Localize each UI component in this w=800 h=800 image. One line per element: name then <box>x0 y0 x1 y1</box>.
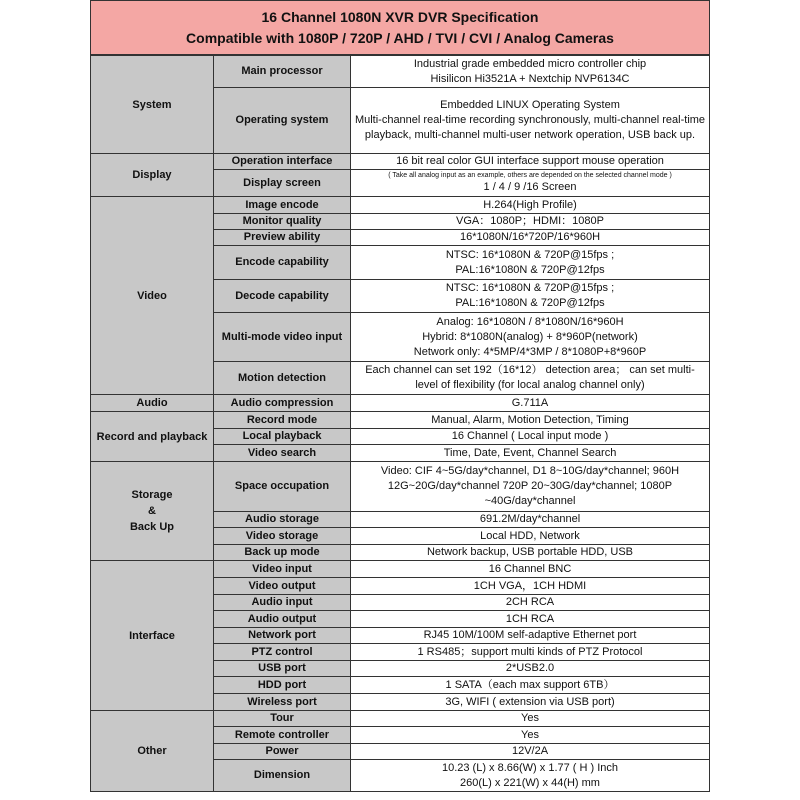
feature-back-up-mode: Back up mode <box>214 545 351 561</box>
value-line: 2*USB2.0 <box>505 662 555 674</box>
category-label: Video <box>137 289 167 302</box>
category-label: Storage <box>131 489 173 501</box>
feature-local-playback: Local playback <box>214 429 351 445</box>
value-line: 12V/2A <box>511 745 549 757</box>
value-line: 10.23 (L) x 8.66(W) x 1.77 ( H ) Inch <box>441 761 619 774</box>
value-line: 1CH VGA，1CH HDMI <box>473 579 587 592</box>
value-line: NTSC: 16*1080N & 720P@15fps ; <box>445 282 615 294</box>
value-line: VGA：1080P；HDMI：1080P <box>456 215 604 227</box>
feature-tour: Tour <box>214 711 351 727</box>
value-cell <box>351 578 710 595</box>
value-cell <box>351 694 710 711</box>
feature-wireless-port: Wireless port <box>214 694 351 711</box>
value-line: 1 RS485；support multi kinds of PTZ Protocol <box>417 645 643 658</box>
value-cell <box>351 280 710 313</box>
feature-ptz-control: PTZ control <box>214 644 351 661</box>
value-cell <box>351 170 710 197</box>
value-cell <box>351 628 710 644</box>
value-cell <box>351 246 710 280</box>
value-cell <box>351 661 710 677</box>
feature-video-input: Video input <box>214 561 351 578</box>
feature-dimension: Dimension <box>214 760 351 792</box>
feature-operation-interface: Operation interface <box>214 154 351 170</box>
category-cell <box>91 197 214 395</box>
title-line-2: Compatible with 1080P / 720P / AHD / TVI / CVI / Analog Cameras <box>186 29 614 46</box>
spec-row <box>91 56 710 88</box>
title-line-1: 16 Channel 1080N XVR DVR Specification <box>261 8 539 25</box>
value-line: Time, Date, Event, Channel Search <box>443 446 617 459</box>
spec-sheet <box>90 0 710 792</box>
feature-main-processor: Main processor <box>214 56 351 88</box>
value-cell <box>351 744 710 760</box>
feature-video-search: Video search <box>214 445 351 462</box>
feature-operating-system: Operating system <box>214 88 351 154</box>
category-cell <box>91 56 214 154</box>
value-cell <box>351 313 710 362</box>
feature-video-output: Video output <box>214 578 351 595</box>
value-line: Local HDD, Network <box>480 529 580 542</box>
category-cell <box>91 561 214 711</box>
value-line: Manual, Alarm, Motion Detection, Timing <box>431 413 629 426</box>
value-line: 2CH RCA <box>505 596 555 608</box>
feature-hdd-port: HDD port <box>214 677 351 694</box>
spec-row <box>91 561 710 578</box>
feature-decode-capability: Decode capability <box>214 280 351 313</box>
feature-preview-ability: Preview ability <box>214 230 351 246</box>
category-label: Other <box>137 745 167 757</box>
value-line: 260(L) x 221(W) x 44(H) mm <box>460 776 600 789</box>
value-line: Each channel can set 192（16*12） detection area； can set multi-level of flexibility (for local analog channel only) <box>365 364 695 391</box>
spec-row <box>91 154 710 170</box>
value-cell <box>351 644 710 661</box>
category-label: Interface <box>129 629 175 642</box>
feature-video-storage: Video storage <box>214 528 351 545</box>
value-cell <box>351 595 710 611</box>
feature-image-encode: Image encode <box>214 197 351 214</box>
value-cell <box>351 230 710 246</box>
value-line: PAL:16*1080N & 720P@12fps <box>455 297 605 309</box>
value-cell <box>351 611 710 628</box>
value-line: 16*1080N/16*720P/16*960H <box>459 231 601 243</box>
category-label: & <box>148 505 156 517</box>
feature-motion-detection: Motion detection <box>214 362 351 395</box>
value-line: Yes <box>521 712 539 724</box>
category-cell <box>91 395 214 412</box>
category-label: Back Up <box>129 521 175 533</box>
value-cell <box>351 760 710 792</box>
value-cell <box>351 197 710 214</box>
feature-audio-storage: Audio storage <box>214 512 351 528</box>
value-line: 3G, WIFI ( extension via USB port) <box>445 695 615 708</box>
spec-row <box>91 197 710 214</box>
value-line: Multi-channel real-time recording synchronously, multi-channel real-time playback, multi-channel multi-user network operation, USB back up. <box>354 114 706 141</box>
value-cell <box>351 362 710 395</box>
spec-row <box>91 462 710 512</box>
value-line: Hybrid: 8*1080N(analog) + 8*960P(network) <box>422 330 638 343</box>
value-line: 691.2M/day*channel <box>479 513 581 525</box>
value-cell <box>351 154 710 170</box>
value-line: Hisilicon Hi3521A + Nextchip NVP6134C <box>430 72 630 85</box>
value-line: PAL:16*1080N & 720P@12fps <box>455 263 605 276</box>
feature-monitor-quality: Monitor quality <box>214 214 351 230</box>
value-cell <box>351 561 710 578</box>
feature-network-port: Network port <box>214 628 351 644</box>
value-line: 16 Channel ( Local input mode ) <box>451 430 609 442</box>
category-label: Record and playback <box>96 430 208 443</box>
category-cell <box>91 154 214 197</box>
value-cell <box>351 677 710 694</box>
value-line: RJ45 10M/100M self-adaptive Ethernet port <box>423 629 637 641</box>
value-cell <box>351 214 710 230</box>
value-line: 16 bit real color GUI interface support mouse operation <box>396 155 664 167</box>
value-cell <box>351 545 710 561</box>
value-line: ( Take all analog input as an example, others are depended on the selected channel mode ) <box>388 171 672 179</box>
feature-audio-input: Audio input <box>214 595 351 611</box>
feature-encode-capability: Encode capability <box>214 246 351 280</box>
category-label: System <box>132 98 172 111</box>
spec-row <box>91 395 710 412</box>
feature-space-occupation: Space occupation <box>214 462 351 512</box>
category-label: Display <box>132 169 172 181</box>
title-banner <box>90 0 710 55</box>
value-line: 1CH RCA <box>505 612 555 625</box>
feature-multi-mode-video-input: Multi-mode video input <box>214 313 351 362</box>
value-cell <box>351 462 710 512</box>
value-cell <box>351 528 710 545</box>
value-cell <box>351 56 710 88</box>
value-cell <box>351 412 710 429</box>
spec-row <box>91 711 710 727</box>
feature-remote-controller: Remote controller <box>214 727 351 744</box>
feature-audio-compression: Audio compression <box>214 395 351 412</box>
value-line: H.264(High Profile) <box>483 198 577 211</box>
value-line: Network only: 4*5MP/4*3MP / 8*1080P+8*960P <box>413 345 647 358</box>
value-line: Analog: 16*1080N / 8*1080N/16*960H <box>436 315 624 328</box>
value-cell <box>351 395 710 412</box>
value-line: Video: CIF 4~5G/day*channel, D1 8~10G/day*channel; 960H 12G~20G/day*channel 720P 20~30G/day*channel; 1080P ~40G/day*channel <box>380 465 680 507</box>
value-line: Industrial grade embedded micro controller chip <box>413 57 647 70</box>
feature-power: Power <box>214 744 351 760</box>
value-cell <box>351 727 710 744</box>
feature-display-screen: Display screen <box>214 170 351 197</box>
category-cell <box>91 412 214 462</box>
category-label: Audio <box>136 397 168 409</box>
value-line: Yes <box>521 728 539 741</box>
feature-audio-output: Audio output <box>214 611 351 628</box>
value-line: 1 SATA（each max support 6TB） <box>445 678 615 691</box>
value-cell <box>351 429 710 445</box>
spec-row <box>91 412 710 429</box>
value-cell <box>351 445 710 462</box>
value-cell <box>351 512 710 528</box>
value-line: NTSC: 16*1080N & 720P@15fps ; <box>445 248 615 261</box>
category-cell <box>91 462 214 561</box>
value-line: Embedded LINUX Operating System <box>440 99 620 111</box>
value-cell <box>351 711 710 727</box>
value-line: 16 Channel BNC <box>488 562 572 575</box>
value-line: 1 / 4 / 9 /16 Screen <box>483 180 577 193</box>
spec-table <box>90 55 710 792</box>
feature-record-mode: Record mode <box>214 412 351 429</box>
value-line: Network backup, USB portable HDD, USB <box>426 546 634 558</box>
value-line: G.711A <box>511 396 549 409</box>
feature-usb-port: USB port <box>214 661 351 677</box>
value-cell <box>351 88 710 154</box>
category-cell <box>91 711 214 792</box>
